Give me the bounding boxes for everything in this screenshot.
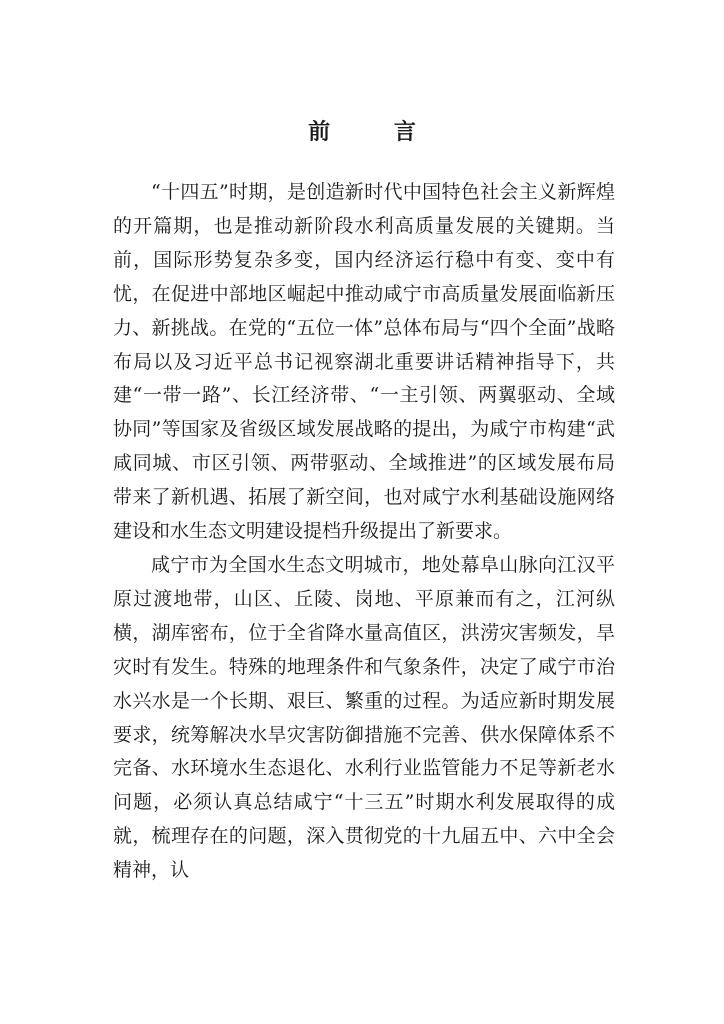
body-text — [113, 176, 615, 888]
paragraph-2: 咸宁市为全国水生态文明城市，地处幕阜山脉向江汉平原过渡地带，山区、丘陵、岗地、平原兼而有之，江河纵横，湖库密布，位于全省降水量高值区，洪涝灾害频发，旱灾时有发生。特殊的地理条件和气象条件，决定了咸宁市治水兴水是一个长期、艰巨、繁重的过程。为适应新时期发展要求，统筹解决水旱灾害防御措施不完善、供水保障体系不完备、水环境水生态退化、水利行业监管能力不足等新老水问题，必须认真总结咸宁“十三五”时期水利发展取得的成就，梳理存在的问题，深入贯彻党的十九届五中、六中全会精神，认 — [113, 553, 615, 882]
paragraph-1: “十四五”时期，是创造新时代中国特色社会主义新辉煌的开篇期，也是推动新阶段水利高质量发展的关键期。当前，国际形势复杂多变，国内经济运行稳中有变、变中有忧，在促进中部地区崛起中推动咸宁市高质量发展面临新压力、新挑战。在党的“五位一体”总体布局与“四个全面”战略布局以及习近平总书记视察湖北重要讲话精神指导下，共建“一带一路”、长江经济带、“一主引领、两翼驱动、全域协同”等国家及省级区域发展战略的提出，为咸宁市构建“武咸同城、市区引领、两带驱动、全域推进”的区域发展布局带来了新机遇、拓展了新空间，也对咸宁水利基础设施网络建设和水生态文明建设提档升级提出了新要求。 — [113, 181, 615, 543]
page-title: 前 言 — [308, 119, 444, 145]
